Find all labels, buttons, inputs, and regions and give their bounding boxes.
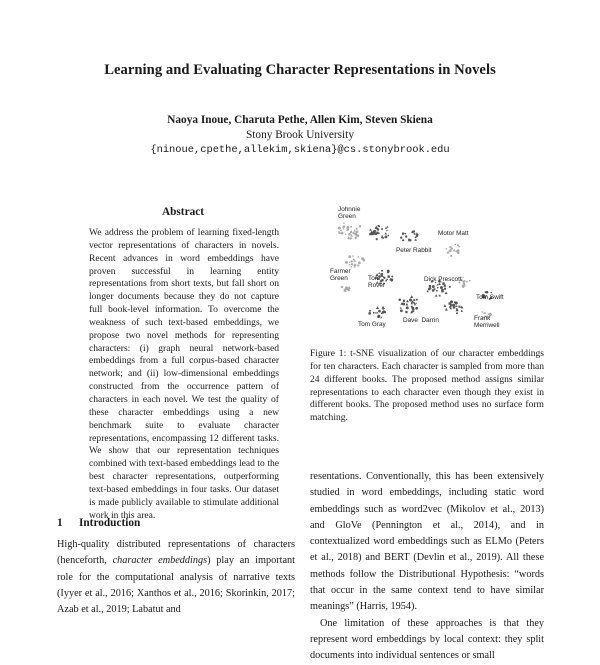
scatter-point — [374, 230, 376, 232]
scatter-point — [457, 252, 459, 254]
scatter-point — [378, 226, 380, 228]
scatter-point — [345, 287, 348, 290]
scatter-point — [345, 233, 347, 235]
scatter-point — [348, 255, 351, 258]
scatter-point — [376, 306, 379, 309]
scatter-point — [443, 304, 446, 307]
scatter-point — [386, 226, 388, 228]
scatter-point — [387, 279, 388, 280]
label-johnnie-green: Johnnie Green — [338, 206, 361, 221]
scatter-point — [462, 276, 464, 278]
scatter-point — [390, 278, 393, 281]
scatter-point — [456, 302, 457, 303]
scatter-point — [353, 229, 356, 232]
tsne-figure — [314, 202, 514, 342]
scatter-point — [482, 311, 483, 312]
scatter-point — [349, 264, 350, 265]
scatter-point — [369, 233, 371, 235]
scatter-point — [414, 304, 416, 306]
scatter-point — [413, 302, 415, 304]
scatter-point — [456, 312, 458, 314]
scatter-point — [449, 249, 452, 252]
scatter-point — [454, 243, 456, 245]
scatter-point — [409, 239, 411, 241]
scatter-point — [357, 256, 359, 258]
scatter-point — [350, 263, 353, 266]
scatter-point — [348, 233, 351, 236]
scatter-point — [444, 285, 446, 287]
scatter-point — [376, 238, 378, 240]
scatter-point — [406, 300, 409, 303]
scatter-point — [446, 248, 447, 249]
scatter-point — [357, 265, 359, 267]
scatter-point — [413, 299, 415, 301]
scatter-point — [450, 301, 452, 303]
scatter-point — [440, 286, 443, 289]
scatter-point — [377, 316, 379, 318]
scatter-point — [437, 287, 439, 289]
scatter-point — [355, 237, 357, 239]
scatter-point — [400, 307, 402, 309]
scatter-point — [380, 316, 382, 318]
scatter-point — [400, 237, 402, 239]
scatter-point — [338, 231, 340, 233]
scatter-point — [405, 311, 407, 313]
scatter-point — [466, 281, 468, 283]
scatter-point — [351, 260, 353, 262]
scatter-point — [402, 303, 405, 306]
scatter-point — [398, 298, 401, 301]
scatter-point — [400, 309, 403, 312]
scatter-point — [375, 233, 377, 235]
scatter-point — [453, 304, 456, 307]
scatter-point — [371, 232, 374, 235]
paper-email: {ninoue,cpethe,allekim,skiena}@cs.stonybrook.edu — [150, 144, 450, 156]
scatter-point — [416, 299, 418, 301]
scatter-point — [445, 308, 448, 311]
scatter-point — [402, 232, 404, 234]
scatter-point — [404, 233, 406, 235]
scatter-point — [406, 303, 408, 305]
scatter-point — [415, 302, 417, 304]
scatter-point — [378, 272, 380, 274]
scatter-point — [458, 306, 460, 308]
scatter-point — [349, 262, 350, 263]
label-frank-merriwell: Frank Merriwell — [474, 315, 500, 330]
scatter-point — [386, 230, 387, 231]
scatter-point — [356, 234, 359, 237]
scatter-point — [463, 283, 465, 285]
scatter-point — [356, 231, 358, 233]
scatter-point — [457, 309, 459, 311]
scatter-point — [388, 271, 390, 273]
scatter-point — [358, 261, 361, 264]
label-farmer-green: Farmer Green — [330, 268, 351, 283]
scatter-point — [406, 306, 409, 309]
scatter-point — [353, 259, 355, 261]
intro-text-part: High-quality distributed representations of characters (henceforth, — [57, 539, 295, 567]
scatter-point — [410, 295, 413, 298]
paragraph: resentations. Conventionally, this has been extensively studied in word embeddings, including static word embeddings such as word2vec (Mikolov et al., 2013) and GloVe (Pennington et al., 2014), and in contextualized word embeddings such as ELMo (Peters et al., 2018) and BERT (Devlin et al., 2019). All these methods follow the Distributional Hypothesis: “words that occur in the same context tend to have similar meanings” (Harris, 1954). — [310, 471, 544, 613]
scatter-point — [376, 312, 378, 314]
scatter-point — [363, 259, 366, 262]
scatter-point — [342, 228, 344, 230]
scatter-point — [383, 311, 385, 313]
scatter-point — [369, 310, 371, 312]
scatter-point — [350, 231, 352, 233]
intro-text — [57, 537, 295, 616]
scatter-point — [435, 294, 438, 296]
scatter-point — [491, 292, 492, 293]
scatter-point — [453, 249, 456, 252]
scatter-point — [346, 227, 348, 229]
scatter-point — [449, 286, 451, 288]
label-peter-rabbit: Peter Rabbit — [396, 247, 432, 254]
scatter-point — [359, 225, 361, 227]
scatter-point — [456, 305, 458, 307]
right-column-text — [310, 469, 544, 662]
scatter-point — [341, 232, 344, 235]
scatter-point — [369, 228, 372, 230]
paper-authors: Naoya Inoue, Charuta Pethe, Allen Kim, Steven Skiena — [167, 114, 433, 126]
scatter-point — [449, 302, 451, 304]
scatter-point — [377, 228, 380, 231]
scatter-point — [416, 235, 418, 237]
scatter-point — [469, 280, 471, 282]
scatter-point — [352, 255, 353, 256]
label-motor-matt: Motor Matt — [438, 230, 469, 237]
scatter-point — [384, 235, 387, 238]
scatter-point — [432, 285, 435, 288]
scatter-point — [485, 292, 486, 293]
scatter-point — [346, 229, 348, 231]
scatter-point — [483, 312, 485, 314]
section-number: 1 — [57, 517, 63, 529]
scatter-point — [356, 228, 358, 230]
scatter-point — [433, 288, 435, 290]
paper-affiliation: Stony Brook University — [246, 129, 354, 141]
scatter-point — [381, 228, 383, 230]
scatter-point — [439, 295, 441, 297]
scatter-point — [461, 310, 463, 312]
scatter-point — [444, 288, 446, 290]
scatter-point — [388, 275, 390, 277]
scatter-point — [414, 233, 416, 235]
scatter-point — [387, 235, 389, 237]
abstract-text: We address the problem of learning fixed-length vector representations of characters in novels. Recent advances in word embeddings have proven successful in learning entity representations from short texts, but fall short on longer documents because they do not capture full book-level information. To overcome the weakness of such text-based embeddings, we propose two novel methods for representing characters: (i) graph neural network-based embeddings from a full corpus-based character network; and (ii) low-dimensional embeddings constructed from the occurrence pattern of characters in each novel. We test the quality of these character embeddings using a new benchmark suite to evaluate character representations, encompassing 12 different tasks. We show that our representation techniques combined with text-based embeddings lead to the best character representations, outperforming text-based embeddings in four tasks. Our dataset is made publicly available to stimulate additional work in this area. — [89, 227, 279, 521]
scatter-point — [350, 226, 352, 228]
scatter-point — [373, 312, 375, 314]
scatter-point — [412, 230, 414, 232]
scatter-point — [462, 286, 464, 288]
label-tom-swift: Tom Swift — [476, 294, 504, 301]
intro-heading — [57, 517, 140, 529]
scatter-point — [354, 264, 357, 267]
scatter-point — [427, 290, 429, 292]
scatter-point — [350, 237, 352, 239]
scatter-point — [403, 300, 405, 302]
scatter-point — [405, 235, 407, 237]
intro-text-italic: character embeddings — [112, 555, 208, 567]
section-title: Introduction — [79, 517, 141, 529]
label-dick-prescott: Dick Prescott — [424, 276, 462, 283]
scatter-point — [348, 238, 349, 239]
figure-caption: Figure 1: t-SNE visualization of our character embeddings for ten characters. Each character is sampled from more than 24 different books. The proposed method assigns similar representations to each character even though they exist in different books. The proposed method uses no surface form matching. — [310, 348, 544, 424]
scatter-point — [345, 261, 348, 264]
scatter-point — [341, 286, 343, 288]
abstract-heading: Abstract — [161, 206, 205, 218]
scatter-point — [338, 227, 341, 230]
scatter-point — [381, 270, 383, 272]
label-tom-gray: Tom Gray — [358, 321, 386, 328]
scatter-point — [409, 298, 412, 301]
scatter-point — [415, 307, 418, 310]
scatter-point — [385, 232, 388, 234]
scatter-point — [368, 312, 371, 315]
scatter-point — [445, 292, 448, 295]
scatter-point — [340, 230, 342, 232]
scatter-point — [343, 222, 345, 224]
scatter-point — [391, 276, 393, 278]
scatter-point — [382, 306, 385, 309]
paragraph: One limitation of these approaches is that they represent word embeddings by local context: they split documents into individual sentences or small — [310, 617, 544, 662]
label-dave-darrin: Dave Darrin — [403, 317, 439, 324]
scatter-point — [402, 239, 405, 242]
scatter-point — [411, 306, 413, 308]
label-tom-rover: Tom Rover — [368, 275, 386, 290]
scatter-point — [450, 255, 452, 257]
paper-title: Learning and Evaluating Character Representations in Novels — [104, 62, 496, 78]
intro-text-part: ) play an important role for the computational analysis of narrative texts (Iyyer et al., 2016; Xanthos et al., 2016; Skorinkin, 2017; Azab et al., 2019; Labatut and — [57, 555, 295, 616]
scatter-point — [353, 232, 355, 234]
scatter-point — [436, 290, 438, 292]
scatter-point — [414, 239, 417, 241]
